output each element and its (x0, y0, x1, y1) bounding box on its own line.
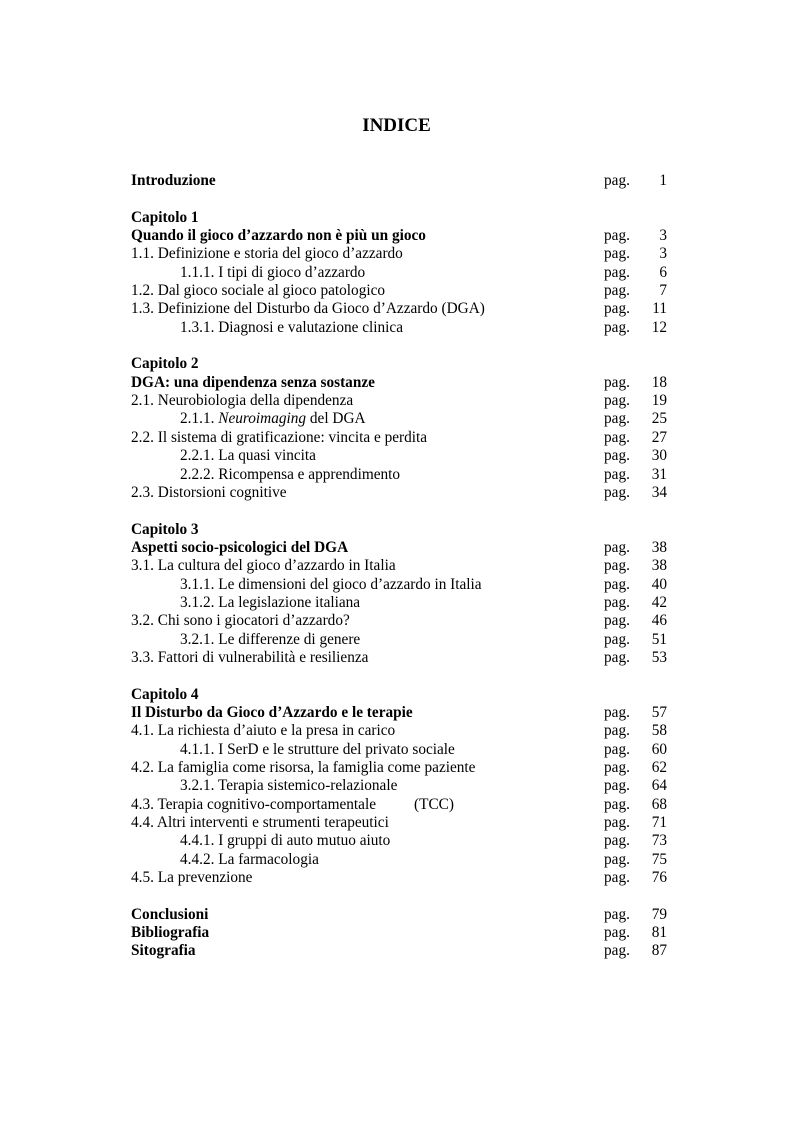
toc-entry-page: 64 (651, 777, 667, 795)
toc-entry-page: 87 (651, 942, 667, 960)
toc-entry-page: 6 (659, 263, 667, 281)
page-label: pag. (604, 759, 630, 776)
page-label: pag. (604, 722, 630, 740)
toc-section (131, 282, 671, 300)
toc-subsection (131, 631, 671, 649)
page-label: pag. (604, 612, 630, 630)
toc-subsection (131, 832, 671, 850)
toc-entry-page: 57 (651, 703, 667, 721)
spacer (131, 887, 671, 905)
toc-entry-page: 46 (651, 612, 667, 630)
toc-entry-label: 3.1.2. La legislazione italiana (180, 593, 361, 611)
toc-entry-label: 2.2. Il sistema di gratificazione: vincita e perdita (131, 428, 428, 446)
toc-entry-page: 7 (659, 282, 667, 300)
page-label: pag. (604, 392, 630, 410)
toc-section (131, 649, 671, 667)
toc-label-tail: (TCC) (414, 795, 454, 813)
page-label: pag. (604, 832, 630, 850)
toc-entry-page: 3 (659, 227, 667, 245)
toc-section (131, 300, 671, 318)
toc-entry-label: Conclusioni (131, 905, 209, 923)
toc-section (131, 796, 671, 814)
toc-entry-label: 2.3. Distorsioni cognitive (131, 483, 287, 501)
toc-subsection (131, 777, 671, 795)
page-label: pag. (604, 538, 630, 556)
toc-entry-page: 51 (651, 630, 667, 648)
toc-section (131, 557, 671, 575)
page-label: pag. (604, 575, 630, 593)
spacer (131, 190, 671, 208)
toc-entry-label: 4.1. La richiesta d’aiuto e la presa in carico (131, 722, 396, 740)
page-label: pag. (604, 263, 630, 281)
toc-entry-sitografia (131, 942, 671, 960)
toc-entry-page: 30 (651, 447, 667, 465)
toc-entry-label: 3.2.1. Terapia sistemico-relazionale (180, 777, 398, 795)
page-label: pag. (604, 282, 630, 300)
toc-entry-page: 79 (651, 905, 667, 923)
chapter-heading (131, 521, 671, 539)
chapter-heading (131, 686, 671, 704)
toc-subsection (131, 447, 671, 465)
chapter-title (131, 704, 671, 722)
page-label: pag. (604, 795, 630, 813)
toc-entry-page: 25 (651, 410, 667, 428)
toc-entry-label: 4.4.2. La farmacologia (180, 850, 319, 868)
toc-entry-label: 1.3. Definizione del Disturbo da Gioco d’Azzardo (DGA) (131, 300, 485, 318)
page-label: pag. (604, 227, 630, 245)
chapter-number: Capitolo 3 (131, 520, 199, 538)
table-of-contents (131, 172, 671, 961)
toc-entry-label: Bibliografia (131, 924, 210, 942)
toc-entry-label: 3.1.1. Le dimensioni del gioco d’azzardo in Italia (180, 575, 482, 593)
page-label: pag. (604, 465, 630, 483)
page-label: pag. (604, 703, 630, 721)
page-label: pag. (604, 300, 630, 318)
toc-entry-page: 71 (651, 814, 667, 832)
toc-entry-page: 75 (651, 850, 667, 868)
toc-entry-page: 1 (659, 172, 667, 189)
toc-section (131, 814, 671, 832)
toc-entry-label (180, 410, 366, 428)
page-label: pag. (604, 410, 630, 428)
toc-entry-page: 18 (651, 373, 667, 391)
toc-entry-page: 3 (659, 245, 667, 263)
toc-entry-page: 12 (651, 318, 667, 336)
toc-subsection (131, 410, 671, 428)
page-label: pag. (604, 593, 630, 611)
toc-entry-label: 3.2. Chi sono i giocatori d’azzardo? (131, 612, 350, 630)
toc-entry-conclusioni (131, 906, 671, 924)
toc-entry-label: DGA: una dipendenza senza sostanze (131, 373, 375, 391)
toc-entry-label: 1.2. Dal gioco sociale al gioco patologico (131, 282, 386, 300)
toc-entry-page: 53 (651, 648, 667, 666)
toc-entry-page: 34 (651, 483, 667, 501)
page-label: pag. (604, 447, 630, 465)
toc-entry-label: Introduzione (131, 172, 216, 189)
page-label: pag. (604, 850, 630, 868)
toc-entry-label: 2.1. Neurobiologia della dipendenza (131, 392, 354, 410)
chapter-title (131, 539, 671, 557)
toc-section (131, 869, 671, 887)
toc-label-italic: Neuroimaging (218, 410, 307, 428)
toc-entry-label: 1.1. Definizione e storia del gioco d’azzardo (131, 245, 403, 263)
chapter-title (131, 227, 671, 245)
page-label: pag. (604, 777, 630, 795)
page-label: pag. (604, 318, 630, 336)
chapter-title (131, 374, 671, 392)
toc-entry-label: 3.3. Fattori di vulnerabilità e resilienza (131, 648, 369, 666)
toc-subsection (131, 594, 671, 612)
page-label: pag. (604, 373, 630, 391)
chapter-heading (131, 209, 671, 227)
chapter-heading (131, 355, 671, 373)
toc-entry-page: 62 (651, 759, 667, 776)
toc-entry-page: 19 (651, 392, 667, 410)
toc-section (131, 612, 671, 630)
toc-section (131, 484, 671, 502)
toc-entry-page: 27 (651, 428, 667, 446)
toc-entry-label: Sitografia (131, 942, 196, 960)
page-label: pag. (604, 245, 630, 263)
toc-entry-page: 81 (651, 924, 667, 942)
toc-entry-page: 68 (651, 795, 667, 813)
toc-label-main: 4.3. Terapia cognitivo-comportamentale (131, 795, 377, 813)
chapter-number: Capitolo 2 (131, 355, 199, 373)
toc-entry-page: 76 (651, 869, 667, 887)
toc-entry-label: 4.4. Altri interventi e strumenti terapeutici (131, 814, 389, 832)
page-label: pag. (604, 942, 630, 960)
page-label: pag. (604, 428, 630, 446)
spacer (131, 667, 671, 685)
toc-entry-label: 2.2.2. Ricompensa e apprendimento (180, 465, 401, 483)
toc-subsection (131, 264, 671, 282)
toc-entry-page: 31 (651, 465, 667, 483)
toc-label-suffix: del DGA (306, 410, 366, 428)
toc-section (131, 759, 671, 777)
page-label: pag. (604, 630, 630, 648)
toc-entry-page: 11 (652, 300, 667, 318)
page-label: pag. (604, 905, 630, 923)
toc-entry-page: 58 (651, 722, 667, 740)
toc-entry-label (131, 796, 454, 814)
toc-entry-label: 3.2.1. Le differenze di genere (180, 630, 361, 648)
toc-entry-label: 3.1. La cultura del gioco d’azzardo in Italia (131, 557, 396, 575)
toc-entry-bibliografia (131, 924, 671, 942)
toc-entry-label: 4.5. La prevenzione (131, 869, 253, 887)
toc-label-prefix: 2.1.1. (180, 410, 219, 428)
toc-entry-label: 2.2.1. La quasi vincita (180, 447, 316, 465)
toc-section (131, 392, 671, 410)
toc-entry-page: 73 (651, 832, 667, 850)
toc-entry-page: 40 (651, 575, 667, 593)
toc-entry-label: 4.2. La famiglia come risorsa, la famiglia come paziente (131, 759, 476, 776)
toc-entry-label: 4.4.1. I gruppi di auto mutuo aiuto (180, 832, 391, 850)
toc-entry-page: 38 (651, 557, 667, 575)
toc-entry-label: 4.1.1. I SerD e le strutture del privato sociale (180, 740, 455, 758)
toc-entry-label: 1.1.1. I tipi di gioco d’azzardo (180, 263, 366, 281)
toc-subsection (131, 741, 671, 759)
toc-entry-label: Il Disturbo da Gioco d’Azzardo e le terapie (131, 703, 413, 721)
page-label: pag. (604, 740, 630, 758)
toc-entry-page: 42 (651, 593, 667, 611)
spacer (131, 337, 671, 355)
chapter-number: Capitolo 4 (131, 685, 199, 703)
toc-entry-label: Aspetti socio-psicologici del DGA (131, 538, 349, 556)
toc-entry-label: 1.3.1. Diagnosi e valutazione clinica (180, 318, 404, 336)
toc-subsection (131, 576, 671, 594)
page-label: pag. (604, 557, 630, 575)
toc-entry-page: 38 (651, 538, 667, 556)
chapter-number: Capitolo 1 (131, 208, 199, 226)
page-label: pag. (604, 814, 630, 832)
toc-entry-label: Quando il gioco d’azzardo non è più un gioco (131, 227, 426, 245)
page-title: INDICE (362, 115, 431, 136)
page-label: pag. (604, 869, 630, 887)
page-label: pag. (604, 648, 630, 666)
toc-subsection (131, 466, 671, 484)
toc-subsection (131, 319, 671, 337)
toc-section (131, 245, 671, 263)
toc-section (131, 722, 671, 740)
spacer (131, 502, 671, 520)
page-label: pag. (604, 172, 630, 189)
toc-entry-introduzione (131, 172, 671, 190)
page-label: pag. (604, 924, 630, 942)
page-label: pag. (604, 483, 630, 501)
toc-entry-page: 60 (651, 740, 667, 758)
toc-section (131, 429, 671, 447)
toc-subsection (131, 851, 671, 869)
